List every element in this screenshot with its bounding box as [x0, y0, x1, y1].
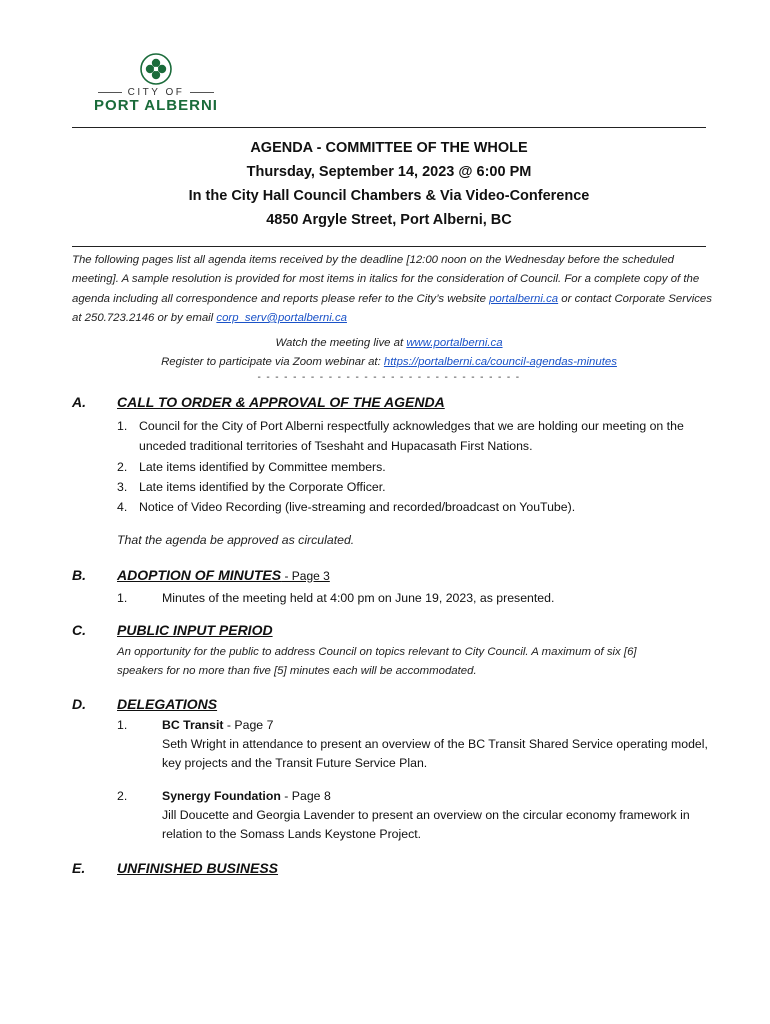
section-e-letter: E.: [72, 860, 86, 876]
clover-emblem-icon: [139, 52, 173, 86]
city-logo: [88, 52, 224, 124]
header-divider-bottom: [72, 246, 706, 247]
section-c-letter: C.: [72, 622, 86, 638]
email-link[interactable]: corp_serv@portalberni.ca: [216, 311, 347, 324]
section-b-title: ADOPTION OF MINUTES - Page 3: [117, 567, 330, 583]
delegation-name: Synergy Foundation: [162, 789, 281, 803]
list-item: 1. Council for the City of Port Alberni respectfully acknowledges that we are holding our meeting on the unceded traditional territories of Tseshaht and Hupacasath First Nations.: [117, 419, 684, 454]
logo-city-of: CITY OF: [88, 87, 224, 98]
list-item: 3. Late items identified by the Corporate Officer.: [117, 479, 386, 494]
section-b-page-ref: - Page 3: [281, 569, 330, 583]
section-b-letter: B.: [72, 567, 86, 583]
list-item: 4. Notice of Video Recording (live-streaming and recorded/broadcast on YouTube).: [117, 500, 576, 515]
section-c-title: PUBLIC INPUT PERIOD: [117, 622, 273, 638]
section-a-title: CALL TO ORDER & APPROVAL OF THE AGENDA: [117, 394, 445, 410]
list-item: 2. Late items identified by Committee members.: [117, 459, 386, 474]
dashed-separator: - - - - - - - - - - - - - - - - - - - - - - - - - - - - - -: [257, 372, 521, 383]
watch-info: Watch the meeting live at www.portalberni.ca Register to participate via Zoom webinar at: https://portalberni.ca/council-agendas-minutes: [161, 337, 617, 368]
delegation-name: BC Transit: [162, 718, 224, 732]
section-b-item: 1. Minutes of the meeting held at 4:00 pm on June 19, 2023, as presented.: [117, 591, 555, 605]
intro-paragraph: The following pages list all agenda items received by the deadline [12:00 noon on the Wednesday before the scheduled meeting]. A sample resolution is provided for most items in italics for the consideration of Council. For a complete copy of the agenda including all correspondence and reports please refer to the City’s website portalberni.ca or contact Corporate Services at 250.723.2146 or by email corp_serv@portalberni.ca: [72, 254, 712, 324]
section-a-list: [117, 416, 717, 517]
section-a-letter: A.: [72, 394, 86, 410]
agenda-title: [72, 136, 706, 232]
delegation-item: 2. Synergy Foundation - Page 8 Jill Doucette and Georgia Lavender to present an overview on the circular economy framework in relation to the Somass Lands Keystone Project.: [117, 789, 690, 841]
delegation-item: 1. BC Transit - Page 7 Seth Wright in attendance to present an overview of the BC Transit Shared Service operating model, key projects and the Transit Future Service Plan.: [117, 718, 708, 770]
website-link[interactable]: portalberni.ca: [489, 292, 559, 305]
title-line-4: 4850 Argyle Street, Port Alberni, BC: [266, 212, 512, 228]
section-d-letter: D.: [72, 696, 86, 712]
section-a-resolution: That the agenda be approved as circulated.: [117, 533, 355, 547]
watch-live-link[interactable]: www.portalberni.ca: [406, 337, 503, 349]
header-divider-top: [72, 127, 706, 128]
section-e-title: UNFINISHED BUSINESS: [117, 860, 279, 876]
title-line-3: In the City Hall Council Chambers & Via Video-Conference: [188, 188, 590, 204]
section-d-title: DELEGATIONS: [117, 696, 218, 712]
logo-port-alberni: PORT ALBERNI: [94, 97, 218, 114]
section-c-text: An opportunity for the public to address Council on topics relevant to City Council. A maximum of six [6] speakers for no more than five [5] minutes each will be accommodated.: [117, 646, 637, 677]
title-line-2: Thursday, September 14, 2023 @ 6:00 PM: [246, 164, 532, 180]
title-line-1: AGENDA - COMMITTEE OF THE WHOLE: [250, 140, 528, 156]
zoom-register-link[interactable]: https://portalberni.ca/council-agendas-minutes: [383, 356, 617, 368]
